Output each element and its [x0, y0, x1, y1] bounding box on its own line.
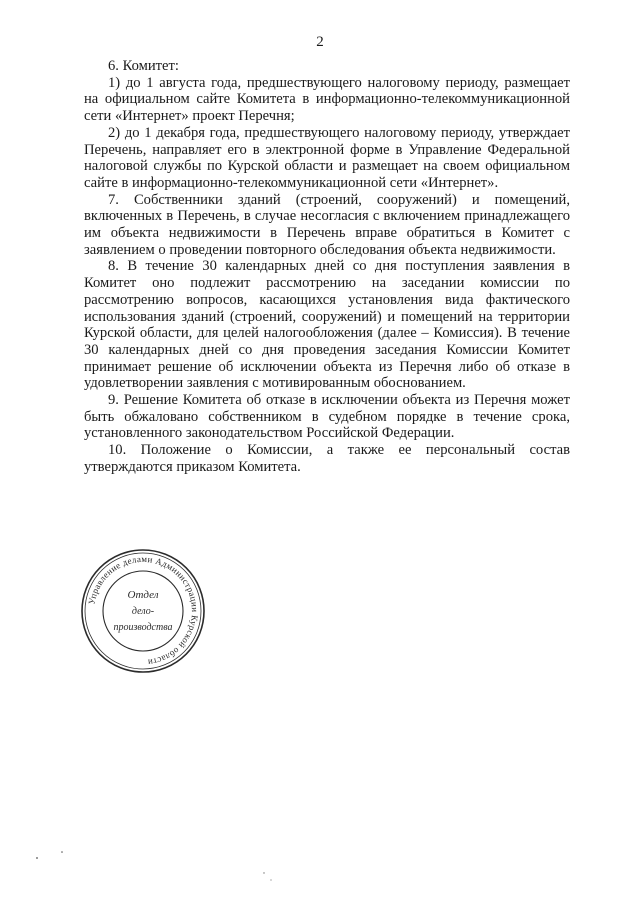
stamp-center-line-3: производства	[113, 622, 173, 633]
official-stamp	[78, 546, 208, 676]
stamp-center-line-2: дело-	[131, 606, 155, 617]
paragraph-committee-item-1: 1) до 1 августа года, предшествующего налоговому периоду, размещает на официальном сайте Комитета в информационно-телекоммуникационной сети «Интернет» проект Перечня;	[84, 74, 570, 125]
paragraph-committee-heading: 6. Комитет:	[108, 58, 179, 74]
paragraph-8: 8. В течение 30 календарных дней со дня поступления заявления в Комитет оно подлежит рассмотрению на заседании комиссии по рассмотрению вопросов, касающихся установления вида фактического использования зданий (строений, сооружений) и помещений на территории Курской области, для целей налогообложения (далее – Комиссия). В течение 30 календарных дней со дня проведения заседания Комиссии Комитет принимает решение об исключении объекта из Перечня либо об отказе в удовлетворении заявления с мотивированным обоснованием.	[84, 258, 570, 392]
stamp-seal-icon	[78, 546, 208, 676]
paragraph-9: 9. Решение Комитета об отказе в исключении объекта из Перечня может быть обжаловано собственником в судебном порядке в течение срока, установленного законодательством Российской Федерации.	[84, 392, 570, 442]
stamp-center-line-1: Отдел	[127, 589, 159, 601]
stamp-ring-text: Управление делами Администрации Курской области	[86, 553, 201, 668]
paragraph-7: 7. Собственники зданий (строений, сооружений) и помещений, включенных в Перечень, в случае несогласия с включением принадлежащего им объекта недвижимости в Перечень вправе обратиться в Комитет с заявлением о проведении повторного обследования объекта недвижимости.	[84, 191, 570, 258]
paragraph-10: 10. Положение о Комиссии, а также ее персональный состав утверждаются приказом Комитета.	[84, 442, 570, 475]
page-number: 2	[316, 34, 324, 50]
paragraph-committee-item-2: 2) до 1 декабря года, предшествующего налоговому периоду, утверждает Перечень, направляет его в электронной форме в Управление Федеральной налоговой службы по Курской области и размещает на своем официальном сайте в информационно-телекоммуникационной сети «Интернет».	[84, 124, 570, 191]
document-body	[84, 58, 570, 476]
